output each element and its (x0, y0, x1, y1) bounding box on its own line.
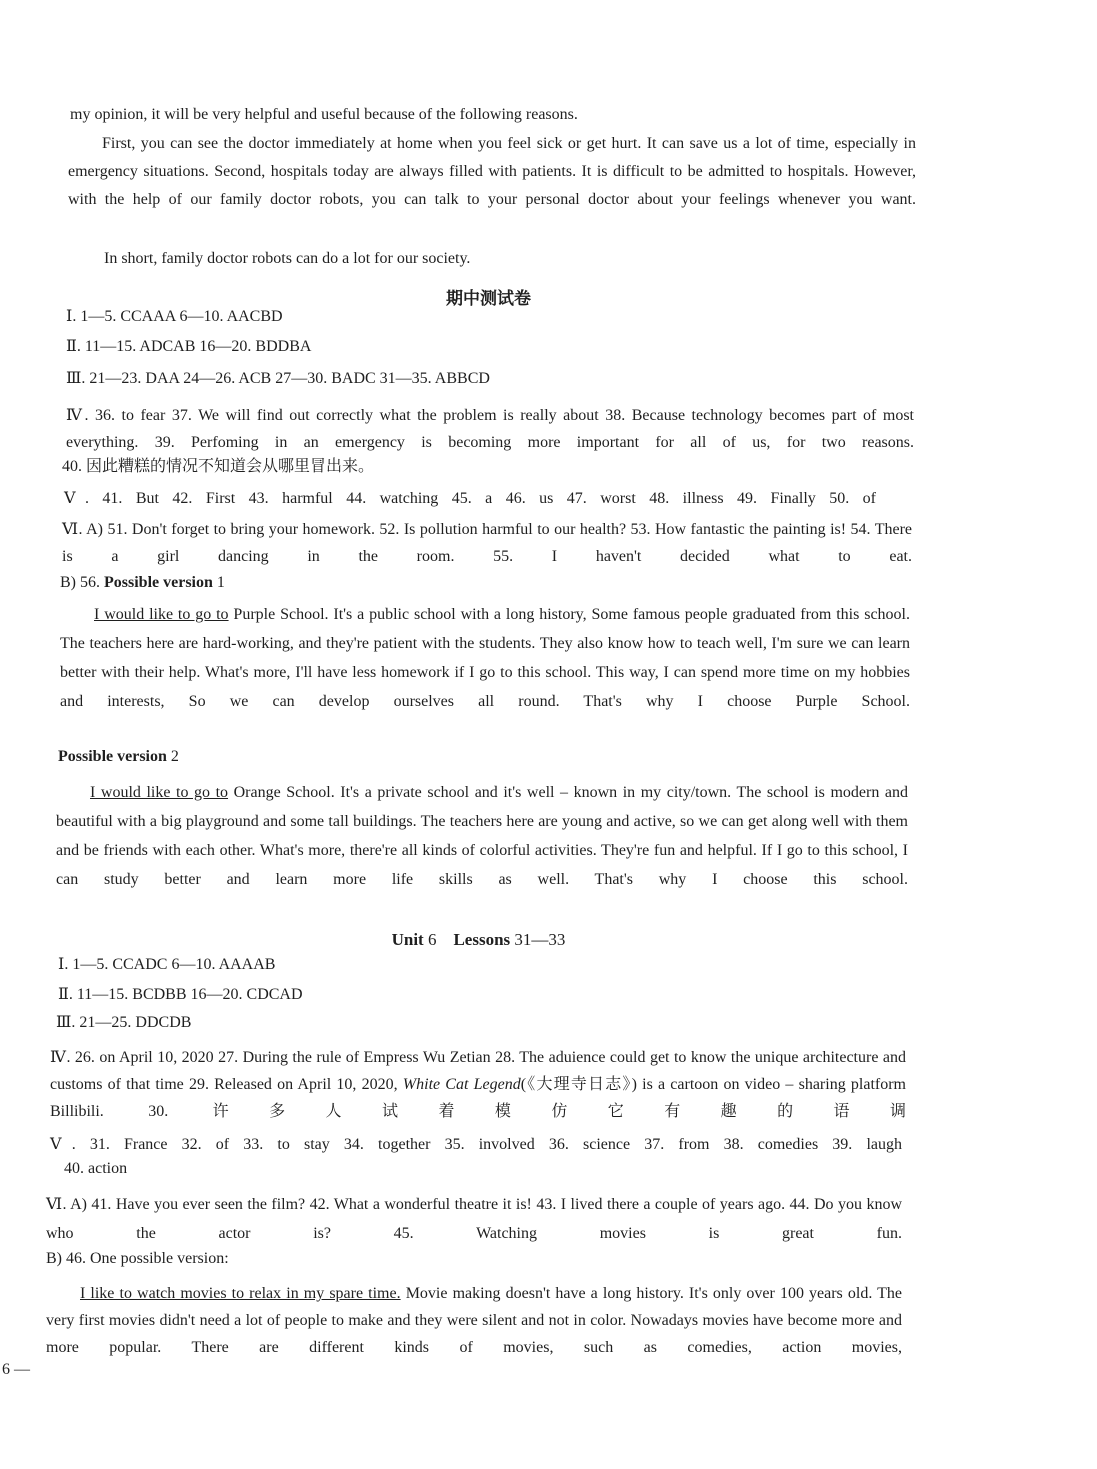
version-2-text: Orange School. It's a private school and it's well – known in my city/town. The school is modern and beautiful with a big playground and some tall buildings. The teachers here are young and active, so we can get along well with them and be friends with each other. What's more, there're all kinds of colorful activities. They're fun and helpful. If I go to this school, I can study better and learn more life skills as well. That's why I choose this school. (56, 784, 908, 888)
unit6-section-6a: Ⅵ. A) 41. Have you ever seen the film? 42. What a wonderful theatre it is! 43. I lived there a couple of years ago. 44. Do you know who the actor is? 45. Watching movies is great fun. (46, 1196, 902, 1242)
version-2-number: 2 (170, 748, 179, 765)
essay-continuation-line: my opinion, it will be very helpful and useful because of the following reasons. (70, 106, 578, 123)
version-2-label: Possible version (58, 748, 167, 765)
lessons-range: 31—33 (514, 930, 566, 949)
midterm-section-4-chinese: 40. 因此糟糕的情况不知道会从哪里冒出来。 (62, 458, 375, 475)
unit-label: Unit (391, 930, 424, 949)
version-1-number: 1 (216, 574, 225, 591)
unit6-section-6b: B) 46. One possible version: (46, 1250, 229, 1267)
version-2-essay (56, 778, 908, 894)
midterm-section-3: Ⅲ. 21—23. DAA 24—26. ACB 27—30. BADC 31—35. ABBCD (66, 370, 490, 387)
section-4-text-b: (《大理寺日志》) is a cartoon on video – sharing platform Billibili. 30. 许多人试着模仿它有趣的语调 (50, 1076, 906, 1120)
section-4-text-a: Ⅳ. 26. on April 10, 2020 27. During the rule of Empress Wu Zetian 28. The aduience could get to know the unique architecture and customs of that time 29. Released on April 10, 2020, (50, 1049, 906, 1093)
lessons-label: Lessons (453, 930, 511, 949)
unit6-section-1: Ⅰ. 1—5. CCADC 6—10. AAAAB (58, 956, 276, 973)
unit6-essay (46, 1280, 902, 1361)
midterm-section-5: Ⅴ. 41. But 42. First 43. harmful 44. watching 45. a 46. us 47. worst 48. illness 49. Finally 50. of (64, 490, 876, 507)
version-1-text: Purple School. It's a public school with a long history, Some famous people graduated from this school. The teachers here are hard-working, and they're patient with the students. They also know how to teach well, I'm sure we can learn better with their help. What's more, I'll have less homework if I go to this school. This way, I can spend more time on my hobbies and interests, So we can develop ourselves all round. That's why I choose Purple School. (60, 606, 910, 710)
section-6b-prefix: B) 56. (60, 574, 104, 591)
cartoon-title: White Cat Legend (402, 1076, 521, 1093)
unit6-section-5: Ⅴ. 31. France 32. of 33. to stay 34. together 35. involved 36. science 37. from 38. comedies 39. laugh (50, 1136, 902, 1153)
version-1-underlined-phrase: I would like to go to (94, 606, 229, 623)
page-number: 6 — (2, 1361, 30, 1378)
midterm-section-6a: Ⅵ. A) 51. Don't forget to bring your homework. 52. Is pollution harmful to our health? 53. How fantastic the painting is! 54. There is a girl dancing in the room. 55. I haven't decided what to eat. (62, 521, 912, 565)
version-1-label: Possible version (104, 574, 213, 591)
version-2-underlined-phrase: I would like to go to (90, 784, 229, 801)
essay-underlined-sentence: I like to watch movies to relax in my spare time. (80, 1285, 401, 1302)
unit6-title (0, 930, 1027, 950)
unit6-section-3: Ⅲ. 21—25. DDCDB (56, 1014, 192, 1031)
midterm-section-6b (60, 572, 225, 594)
unit6-section-5-continued: 40. action (64, 1160, 128, 1177)
essay-text: Movie making doesn't have a long history. It's only over 100 years old. The very first movies didn't need a lot of people to make and they were silent and not in color. Nowadays movies have become more and more popular. There are different kinds of movies, such as comedies, action movies, (46, 1285, 903, 1356)
unit6-section-2: Ⅱ. 11—15. BCDBB 16—20. CDCAD (58, 986, 303, 1003)
midterm-title: 期中测试卷 (446, 289, 531, 308)
midterm-section-4: Ⅳ. 36. to fear 37. We will find out correctly what the problem is really about 38. Because technology becomes part of most everything. 39. Perfoming in an emergency is becoming more important for all of us, for two reasons. (66, 407, 914, 451)
essay-paragraph-2: In short, family doctor robots can do a lot for our society. (104, 250, 471, 267)
essay-paragraph-1: First, you can see the doctor immediately at home when you feel sick or get hurt. It can save us a lot of time, especially in emergency situations. Second, hospitals today are always filled with patients. It is difficult to be admitted to hospitals. However, with the help of our family doctor robots, you can talk to your personal doctor about your feelings whenever you want. (68, 135, 916, 208)
version-1-essay (60, 600, 910, 716)
unit6-section-4 (50, 1044, 906, 1125)
unit-number: 6 (427, 930, 437, 949)
midterm-section-1: Ⅰ. 1—5. CCAAA 6—10. AACBD (66, 308, 283, 325)
version-2-heading (58, 746, 179, 768)
midterm-section-2: Ⅱ. 11—15. ADCAB 16—20. BDDBA (66, 338, 312, 355)
